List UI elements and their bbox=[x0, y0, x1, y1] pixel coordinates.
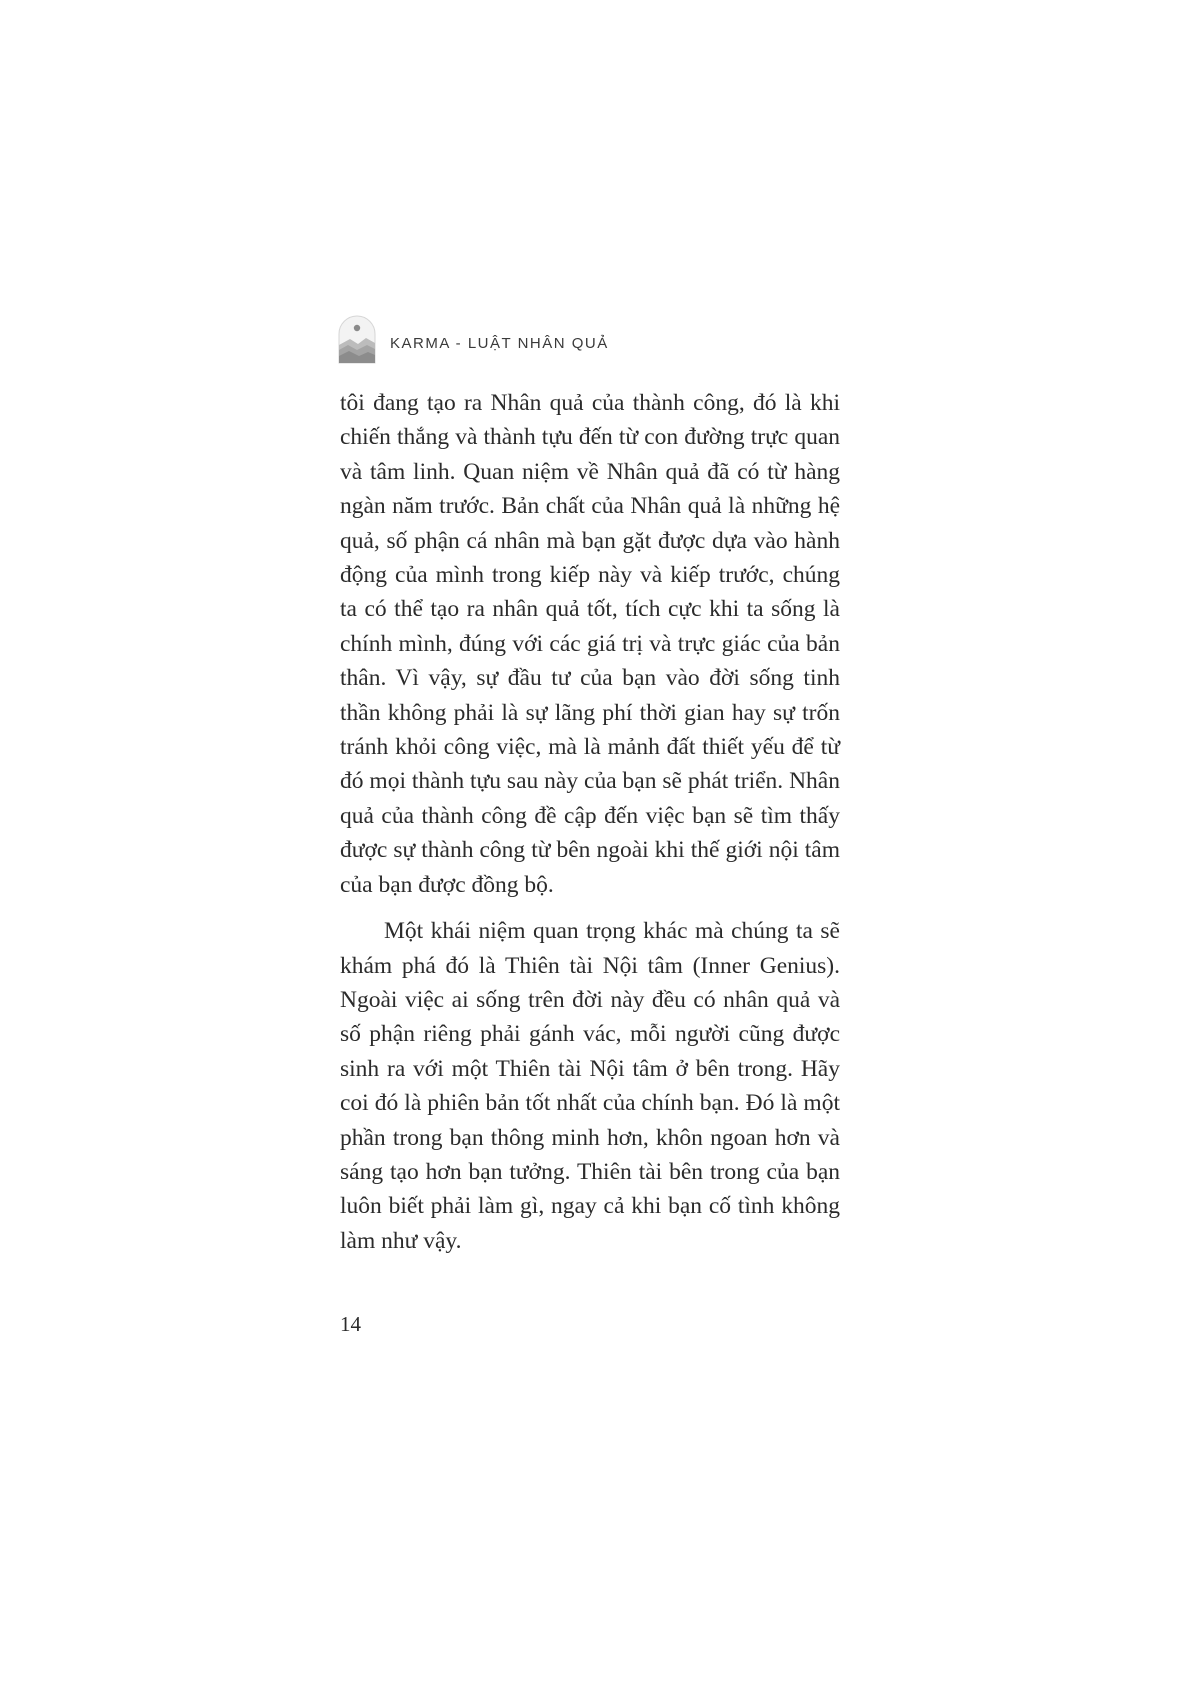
running-header bbox=[338, 314, 609, 364]
sun-over-mountains-icon bbox=[338, 314, 376, 364]
paragraph: Một khái niệm quan trọng khác mà chúng ta sẽ khám phá đó là Thiên tài Nội tâm (Inner Genius). Ngoài việc ai sống trên đời này đều có nhân quả và số phận riêng phải gánh vác, mỗi người cũng được sinh ra với một Thiên tài Nội tâm ở bên trong. Hãy coi đó là phiên bản tốt nhất của chính bạn. Đó là một phần trong bạn thông minh hơn, khôn ngoan hơn và sáng tạo hơn bạn tưởng. Thiên tài bên trong của bạn luôn biết phải làm gì, ngay cả khi bạn cố tình không làm như vậy. bbox=[340, 918, 840, 1254]
running-header-title: KARMA - LUẬT NHÂN QUẢ bbox=[390, 334, 609, 352]
page-number: 14 bbox=[340, 1312, 361, 1336]
paragraph: tôi đang tạo ra Nhân quả của thành công, đó là khi chiến thắng và thành tựu đến từ con đường trực quan và tâm linh. Quan niệm về Nhân quả đã có từ hàng ngàn năm trước. Bản chất của Nhân quả là những hệ quả, số phận cá nhân mà bạn gặt được dựa vào hành động của mình trong kiếp này và kiếp trước, chúng ta có thể tạo ra nhân quả tốt, tích cực khi ta sống là chính mình, đúng với các giá trị và trực giác của bản thân. Vì vậy, sự đầu tư của bạn vào đời sống tinh thần không phải là sự lãng phí thời gian hay sự trốn tránh khỏi công việc, mà là mảnh đất thiết yếu để từ đó mọi thành tựu sau này của bạn sẽ phát triển. Nhân quả của thành công đề cập đến việc bạn sẽ tìm thấy được sự thành công từ bên ngoài khi thế giới nội tâm của bạn được đồng bộ. bbox=[340, 390, 840, 898]
body-text bbox=[340, 386, 840, 1258]
